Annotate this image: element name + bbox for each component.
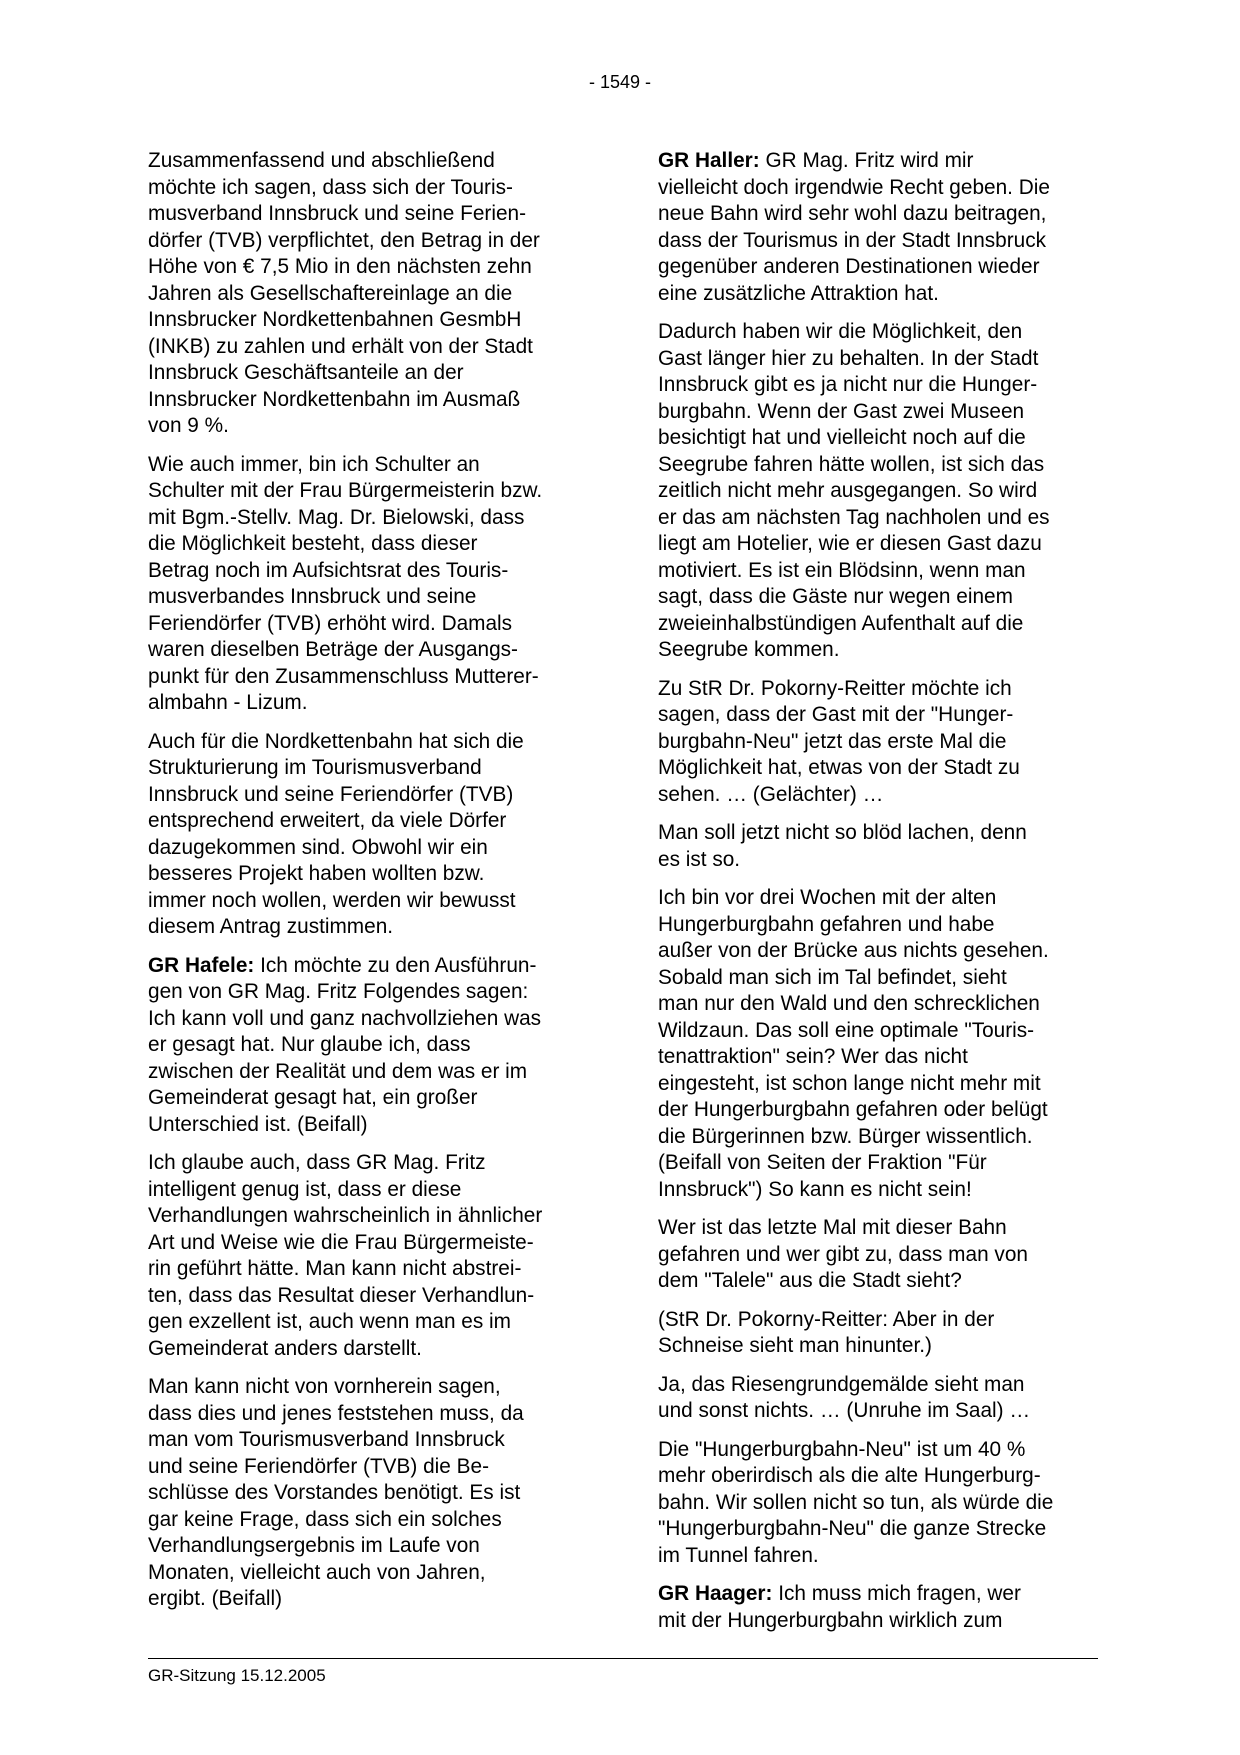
- paragraph: [658, 1437, 1095, 1570]
- speaker-label: GR Haager:: [658, 1582, 773, 1605]
- paragraph-text: Man kann nicht von vornherein sagen, dass dies und jenes feststehen muss, da man vom Tourismusverband Innsbruck und seine Feriendörfer (TVB) die Be- schlüsse des Vorstandes benötigt. Es ist gar keine Frage, dass sich ein solches Verhandlungsergebnis im Laufe von Monaten, vielleicht auch von Jahren, ergibt. (Beifall): [148, 1375, 524, 1610]
- paragraph-text: Wer ist das letzte Mal mit dieser Bahn gefahren und wer gibt zu, dass man von dem "Talele" aus die Stadt sieht?: [658, 1216, 1028, 1292]
- speaker-label: GR Haller:: [658, 149, 760, 172]
- paragraph-text: Auch für die Nordkettenbahn hat sich die Strukturierung im Tourismusverband Innsbruck und seine Feriendörfer (TVB) entsprechend erweitert, da viele Dörfer dazugekommen sind. Obwohl wir ein besseres Projekt haben wollten bzw. immer noch wollen, werden wir bewusst diesem Antrag zustimmen.: [148, 729, 524, 938]
- paragraph-text: (StR Dr. Pokorny-Reitter: Aber in der Schneise sieht man hinunter.): [658, 1307, 995, 1357]
- paragraph: [148, 452, 585, 717]
- paragraph-text: Dadurch haben wir die Möglichkeit, den Gast länger hier zu behalten. In der Stadt Innsbruck gibt es ja nicht nur die Hunger- burgbahn. Wenn der Gast zwei Museen besichtigt hat und vielleicht noch auf die Seegrube fahren hätte wollen, ist sich das zeitlich nicht mehr ausgegangen. So wird er das am nächsten Tag nachholen und es liegt am Hotelier, wie er diesen Gast dazu motiviert. Es ist ein Blödsinn, wenn man sagt, dass die Gäste nur wegen einem zweieinhalbstündigen Aufenthalt auf die Seegrube kommen.: [658, 320, 1050, 661]
- paragraph-text: Ja, das Riesengrundgemälde sieht man und sonst nichts. … (Unruhe im Saal) …: [658, 1372, 1031, 1422]
- paragraph: [658, 820, 1095, 873]
- footer-divider: [148, 1658, 1098, 1659]
- paragraph-text: Zusammenfassend und abschließend möchte ich sagen, dass sich der Touris- musverband Innsbruck und seine Ferien- dörfer (TVB) verpflichtet, den Betrag in der Höhe von € 7,5 Mio in den nächsten zehn Jahren als Gesellschaftereinlage an die Innsbrucker Nordkettenbahnen GesmbH (INKB) zu zahlen und erhält von der Stadt Innsbruck Geschäftsanteile an der Innsbrucker Nordkettenbahn im Ausmaß von 9 %.: [148, 149, 540, 437]
- speaker-label: GR Hafele:: [148, 953, 255, 977]
- paragraph: [658, 885, 1095, 1203]
- paragraph: [658, 319, 1095, 664]
- paragraph-text: Ich möchte zu den Ausführun- gen von GR Mag. Fritz Folgendes sagen: Ich kann voll und ganz nachvollziehen was er gesagt hat. Nur glaube ich, dass zwischen der Realität und dem was er im Gemeinderat gesagt hat, ein großer Unterschied ist. (Beifall): [148, 953, 542, 1136]
- right-column: [658, 148, 1095, 1646]
- paragraph-text: Ich muss mich fragen, wer mit der Hungerburgbahn wirklich zum: [658, 1582, 1021, 1632]
- page-number: - 1549 -: [588, 72, 652, 92]
- paragraph: [148, 1150, 585, 1362]
- paragraph: [148, 1374, 585, 1613]
- paragraph-text: Wie auch immer, bin ich Schulter an Schulter mit der Frau Bürgermeisterin bzw. mit Bgm.-Stellv. Mag. Dr. Bielowski, dass die Möglichkeit besteht, dass dieser Betrag noch im Aufsichtsrat des Touris- musverbandes Innsbruck und seine Feriendörfer (TVB) erhöht wird. Damals waren dieselben Beträge der Ausgangs- punkt für den Zusammenschluss Mutterer- almbahn - Lizum.: [148, 452, 543, 714]
- paragraph-text: Man soll jetzt nicht so blöd lachen, denn es ist so.: [658, 821, 1027, 871]
- left-column: [148, 148, 585, 1625]
- paragraph: [148, 148, 585, 440]
- paragraph-text: Ich bin vor drei Wochen mit der alten Hungerburgbahn gefahren und habe außer von der Brücke aus nichts gesehen. Sobald man sich im Tal befindet, sieht man nur den Wald und den schrecklichen Wildzaun. Das soll eine optimale "Touris- tenattraktion" sein? Wer das nicht eingesteht, ist schon lange nicht mehr mit der Hungerburgbahn gefahren oder belügt die Bürgerinnen bzw. Bürger wissentlich. (Beifall von Seiten der Fraktion "Für Innsbruck") So kann es nicht sein!: [658, 886, 1049, 1201]
- paragraph-text: Die "Hungerburgbahn-Neu" ist um 40 % mehr oberirdisch als die alte Hungerburg- bahn. Wir sollen nicht so tun, als würde die "Hungerburgbahn-Neu" die ganze Strecke im Tunnel fahren.: [658, 1437, 1054, 1567]
- paragraph: [658, 1215, 1095, 1295]
- paragraph-text: Zu StR Dr. Pokorny-Reitter möchte ich sagen, dass der Gast mit der "Hunger- burgbahn-Neu" jetzt das erste Mal die Möglichkeit hat, etwas von der Stadt zu sehen. … (Gelächter) …: [658, 676, 1020, 806]
- paragraph-text: Ich glaube auch, dass GR Mag. Fritz intelligent genug ist, dass er diese Verhandlungen wahrscheinlich in ähnlicher Art und Weise wie die Frau Bürgermeiste- rin geführt hätte. Man kann nicht abstrei- ten, dass das Resultat dieser Verhandlun- gen exzellent ist, auch wenn man es im Gemeinderat anders darstellt.: [148, 1151, 543, 1360]
- paragraph: [658, 148, 1095, 307]
- paragraph: [658, 1581, 1095, 1634]
- paragraph: [658, 1307, 1095, 1360]
- paragraph: [658, 676, 1095, 809]
- paragraph-text: GR Mag. Fritz wird mir vielleicht doch irgendwie Recht geben. Die neue Bahn wird sehr wohl dazu beitragen, dass der Tourismus in der Stadt Innsbruck gegenüber anderen Destinationen wieder eine zusätzliche Attraktion hat.: [658, 149, 1050, 305]
- footer-text: GR-Sitzung 15.12.2005: [148, 1666, 326, 1685]
- paragraph: [148, 953, 585, 1139]
- paragraph: [658, 1372, 1095, 1425]
- paragraph: [148, 729, 585, 941]
